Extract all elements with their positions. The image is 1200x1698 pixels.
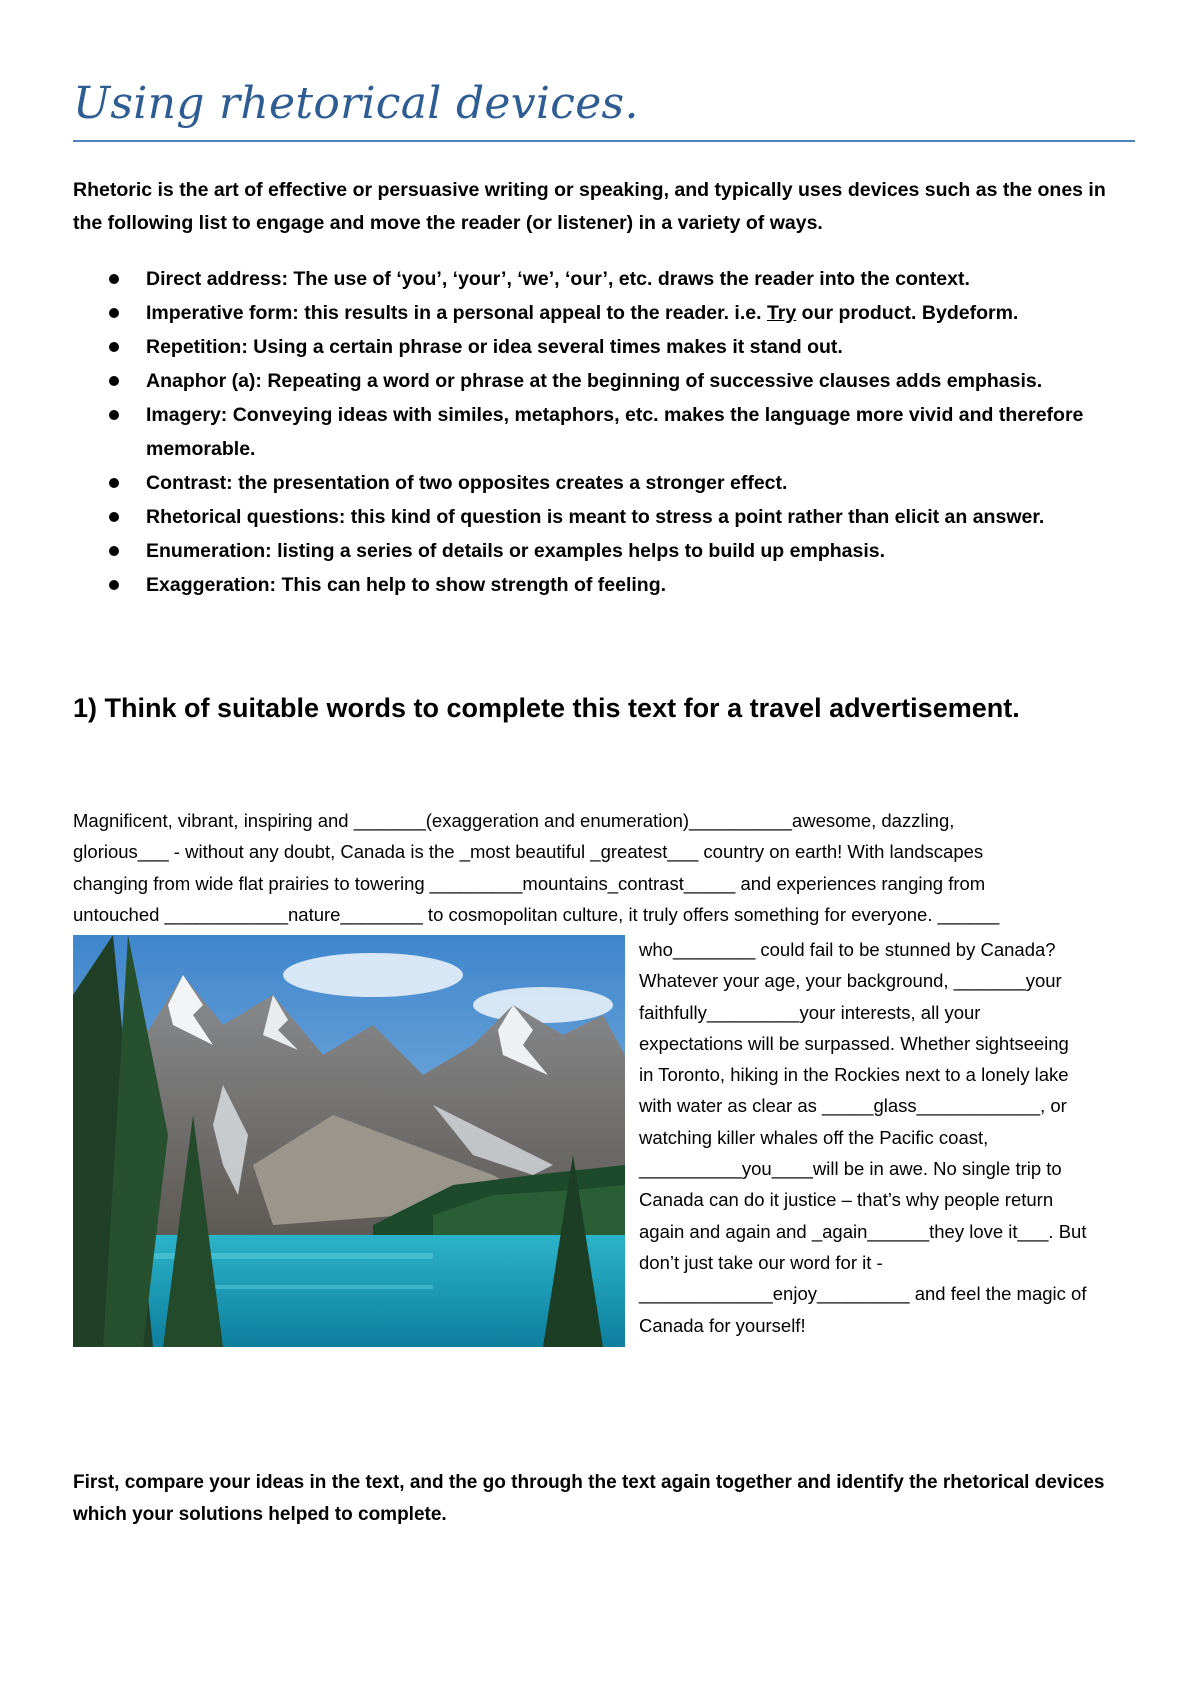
- advert-line: with water as clear as _____glass____________, or: [639, 1095, 1067, 1117]
- advert-line: Canada for yourself!: [639, 1314, 806, 1336]
- intro-paragraph: Rhetoric is the art of effective or persuasive writing or speaking, and typically uses devices such as the ones in the following list to engage and move the reader (or listener) in a variety of ways.: [73, 179, 1106, 234]
- list-item: Contrast: the presentation of two opposites creates a stronger effect.: [73, 466, 1135, 500]
- bullet-icon: [109, 342, 119, 352]
- bullet-icon: [109, 512, 119, 522]
- list-item: Imagery: Conveying ideas with similes, metaphors, etc. makes the language more vivid and therefore memorable.: [73, 398, 1135, 466]
- list-item: Enumeration: listing a series of details or examples helps to build up emphasis.: [73, 534, 1135, 568]
- advert-line: untouched ____________nature________ to cosmopolitan culture, it truly offers something for everyone. ______: [73, 903, 1000, 925]
- advert-line: expectations will be surpassed. Whether sightseeing: [639, 1032, 1069, 1054]
- list-item: Anaphor (a): Repeating a word or phrase at the beginning of successive clauses adds emphasis.: [73, 364, 1135, 398]
- list-item: Repetition: Using a certain phrase or idea several times makes it stand out.: [73, 330, 1135, 364]
- advert-line: watching killer whales off the Pacific coast,: [639, 1126, 989, 1148]
- bullet-icon: [109, 274, 119, 284]
- advert-line: Magnificent, vibrant, inspiring and _______(exaggeration and enumeration)__________awesome, dazzling,: [73, 810, 955, 831]
- advert-line: _____________enjoy_________ and feel the magic of: [639, 1283, 1087, 1305]
- advert-line: faithfully_________your interests, all your: [639, 1001, 981, 1023]
- advert-line: Whatever your age, your background, _______your: [639, 970, 1062, 992]
- advert-line: again and again and _again______they love it___. But: [639, 1220, 1087, 1242]
- bullet-icon: [109, 546, 119, 556]
- advert-line: in Toronto, hiking in the Rockies next to a lonely lake: [639, 1064, 1069, 1086]
- list-item: Imperative form: this results in a personal appeal to the reader. i.e. Try our product. Bydeform.: [73, 296, 1135, 330]
- exercise-heading: 1) Think of suitable words to complete this text for a travel advertisement.: [73, 693, 1020, 723]
- advert-line: changing from wide flat prairies to towering _________mountains_contrast_____ and experiences ranging from: [73, 872, 986, 894]
- advert-line: who________ could fail to be stunned by Canada?: [639, 939, 1056, 960]
- advert-line: don’t just take our word for it -: [639, 1251, 883, 1273]
- bullet-icon: [109, 478, 119, 488]
- rhetorical-devices-list: [73, 262, 1135, 602]
- list-item: Exaggeration: This can help to show strength of feeling.: [73, 568, 1135, 602]
- list-item: Direct address: The use of ‘you’, ‘your’, ‘we’, ‘our’, etc. draws the reader into the context.: [73, 262, 1135, 296]
- bullet-icon: [109, 376, 119, 386]
- list-item: Rhetorical questions: this kind of question is meant to stress a point rather than elicit an answer.: [73, 500, 1135, 534]
- closing-instruction: First, compare your ideas in the text, and the go through the text again together and identify the rhetorical devices which your solutions helped to complete.: [73, 1472, 1105, 1525]
- advert-line: __________you____will be in awe. No single trip to: [639, 1158, 1062, 1180]
- advert-text-beside-photo: [639, 934, 1135, 1341]
- bullet-icon: [109, 410, 119, 420]
- page-title: Using rhetorical devices.: [73, 78, 639, 129]
- bullet-icon: [109, 580, 119, 590]
- title-underline: [73, 140, 1135, 142]
- advert-line: Canada can do it justice – that’s why people return: [639, 1189, 1054, 1211]
- bullet-icon: [109, 308, 119, 318]
- canada-lake-photo: [73, 935, 625, 1347]
- advert-text-full-width: [73, 805, 1135, 930]
- underlined-word: Try: [766, 302, 797, 324]
- advert-line: glorious___ - without any doubt, Canada is the _most beautiful _greatest___ country on earth! With landscapes: [73, 841, 984, 863]
